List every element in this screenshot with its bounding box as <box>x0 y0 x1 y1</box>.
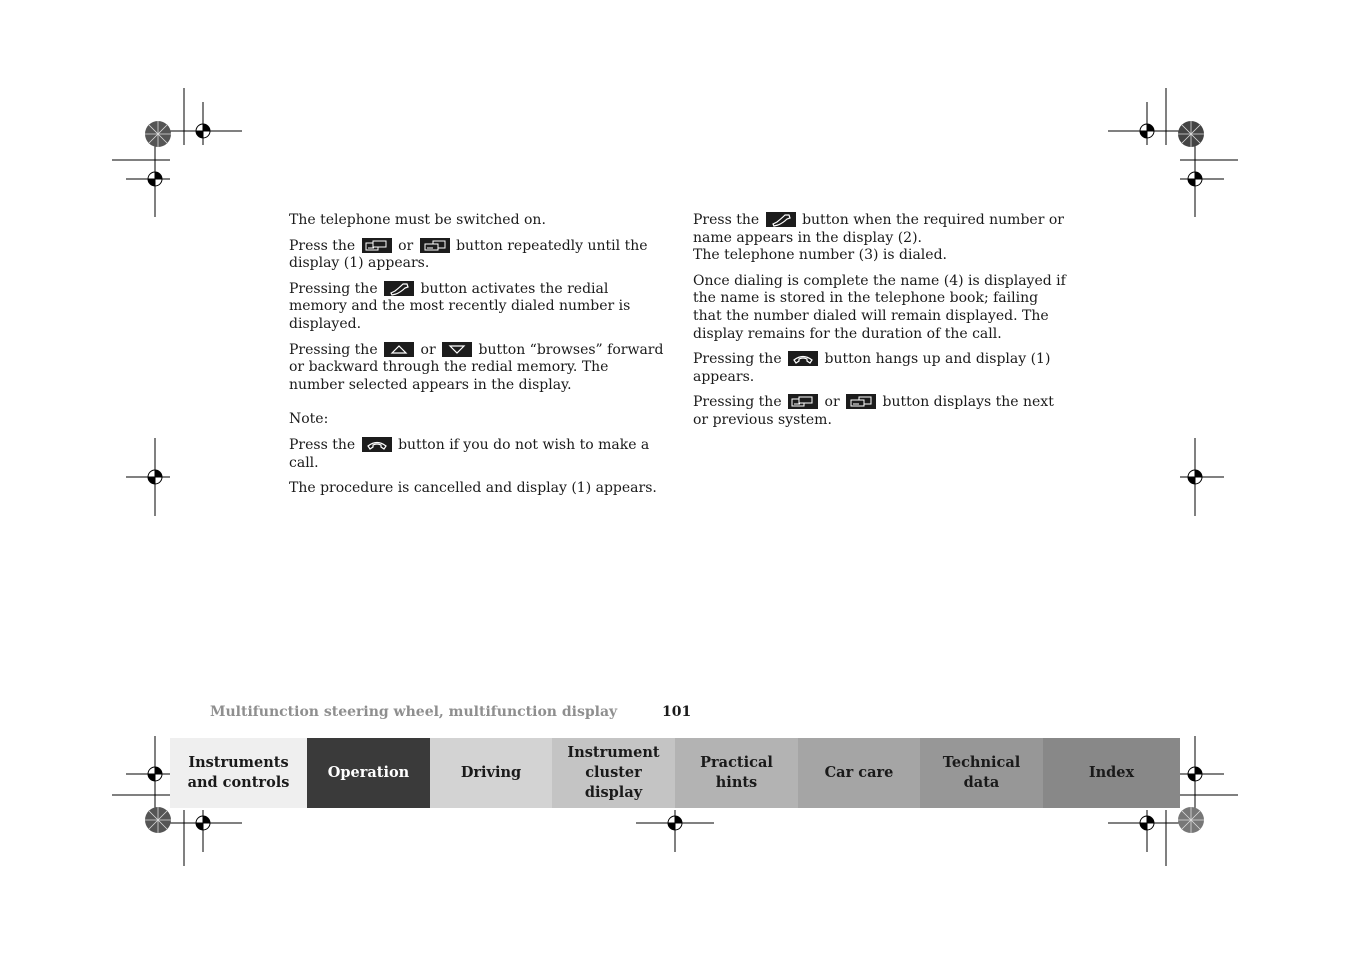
text: Press the <box>289 436 356 453</box>
tab-label <box>188 753 290 793</box>
display-back-icon <box>420 238 450 253</box>
tab-car-care[interactable] <box>798 738 920 808</box>
tab-label-line2: and controls <box>187 774 290 791</box>
arrow-up-icon <box>384 342 414 357</box>
text: Pressing the <box>693 394 782 411</box>
tab-label-line1: Technical <box>942 754 1021 771</box>
tab-label <box>328 763 409 783</box>
arrow-down-icon <box>442 342 472 357</box>
text: button hangs up and display (1) appears. <box>693 351 1051 385</box>
tab-label <box>943 753 1021 793</box>
tab-technical-data[interactable] <box>920 738 1043 808</box>
tab-label-line1: Practical hints <box>700 754 773 791</box>
procedure-cancelled: The procedure is cancelled and display (1) appears. <box>289 480 657 497</box>
tab-label-line1: Instruments <box>188 754 289 771</box>
instruction-dial <box>693 212 1068 247</box>
tab-instruments-and-controls[interactable] <box>170 738 307 808</box>
note-label: Note: <box>289 411 329 428</box>
instruction-redial <box>289 281 664 334</box>
right-column <box>693 212 1068 438</box>
tab-label-line1: Index <box>1088 764 1135 781</box>
section-title: Multifunction steering wheel, multifunction display <box>210 704 618 720</box>
text: button displays the next or previous system. <box>693 394 1054 428</box>
phone-hangup-icon <box>788 351 818 366</box>
tab-label <box>461 763 521 783</box>
instruction-switch-on: The telephone must be switched on. <box>289 212 546 228</box>
display-back-icon <box>846 394 876 409</box>
text: or <box>824 394 840 411</box>
tab-label <box>825 763 894 783</box>
text: button if you do not wish to make a call. <box>289 436 650 471</box>
text: button repeatedly until the display (1) appears. <box>289 237 648 272</box>
tab-operation[interactable] <box>307 738 430 808</box>
tab-index[interactable] <box>1043 738 1180 808</box>
text: Pressing the <box>289 341 378 358</box>
instruction-next-system <box>693 394 1068 429</box>
instruction-hang-up <box>693 351 1068 386</box>
text: or <box>420 341 436 358</box>
text: Pressing the <box>289 280 378 297</box>
display-forward-icon <box>788 394 818 409</box>
text: Press the <box>693 212 760 228</box>
phone-hangup-icon <box>362 437 392 452</box>
phone-pickup-icon <box>766 212 796 227</box>
instruction-cancel <box>289 437 664 472</box>
tab-practical-hints[interactable] <box>675 738 798 808</box>
tab-label-line1: Instrument <box>567 744 660 761</box>
chapter-tabs <box>170 738 1180 808</box>
tab-label-line2: data <box>963 774 1000 791</box>
page-number: 101 <box>662 704 692 720</box>
tab-label <box>556 743 671 803</box>
tab-instrument-cluster-display[interactable] <box>552 738 675 808</box>
text: Pressing the <box>693 351 782 368</box>
phone-pickup-icon <box>384 281 414 296</box>
tab-label-line2: cluster display <box>584 764 643 801</box>
left-column <box>289 212 664 506</box>
tab-label-line1: Car care <box>824 764 894 781</box>
text: button when the required number or name appears in the display (2). <box>693 212 1064 246</box>
tab-label <box>679 753 794 793</box>
instruction-select-display <box>289 238 664 273</box>
text: button “browses” forward or backward through the redial memory. The number selected appears in the display. <box>289 341 664 393</box>
tab-label-line1: Driving <box>460 764 522 781</box>
tab-driving[interactable] <box>430 738 552 808</box>
text: or <box>398 237 414 254</box>
tab-label <box>1089 763 1134 783</box>
text: button activates the redial memory and the most recently dialed number is displayed. <box>289 280 631 332</box>
tab-label-line1: Operation <box>327 764 410 781</box>
number-dialed: The telephone number (3) is dialed. <box>693 247 947 264</box>
instruction-browse <box>289 342 664 395</box>
display-forward-icon <box>362 238 392 253</box>
text: Press the <box>289 237 356 254</box>
dialing-complete: Once dialing is complete the name (4) is displayed if the name is stored in the telephone book; failing that the number dialed will remain displayed. The display remains for the duration of the call. <box>693 272 1066 342</box>
